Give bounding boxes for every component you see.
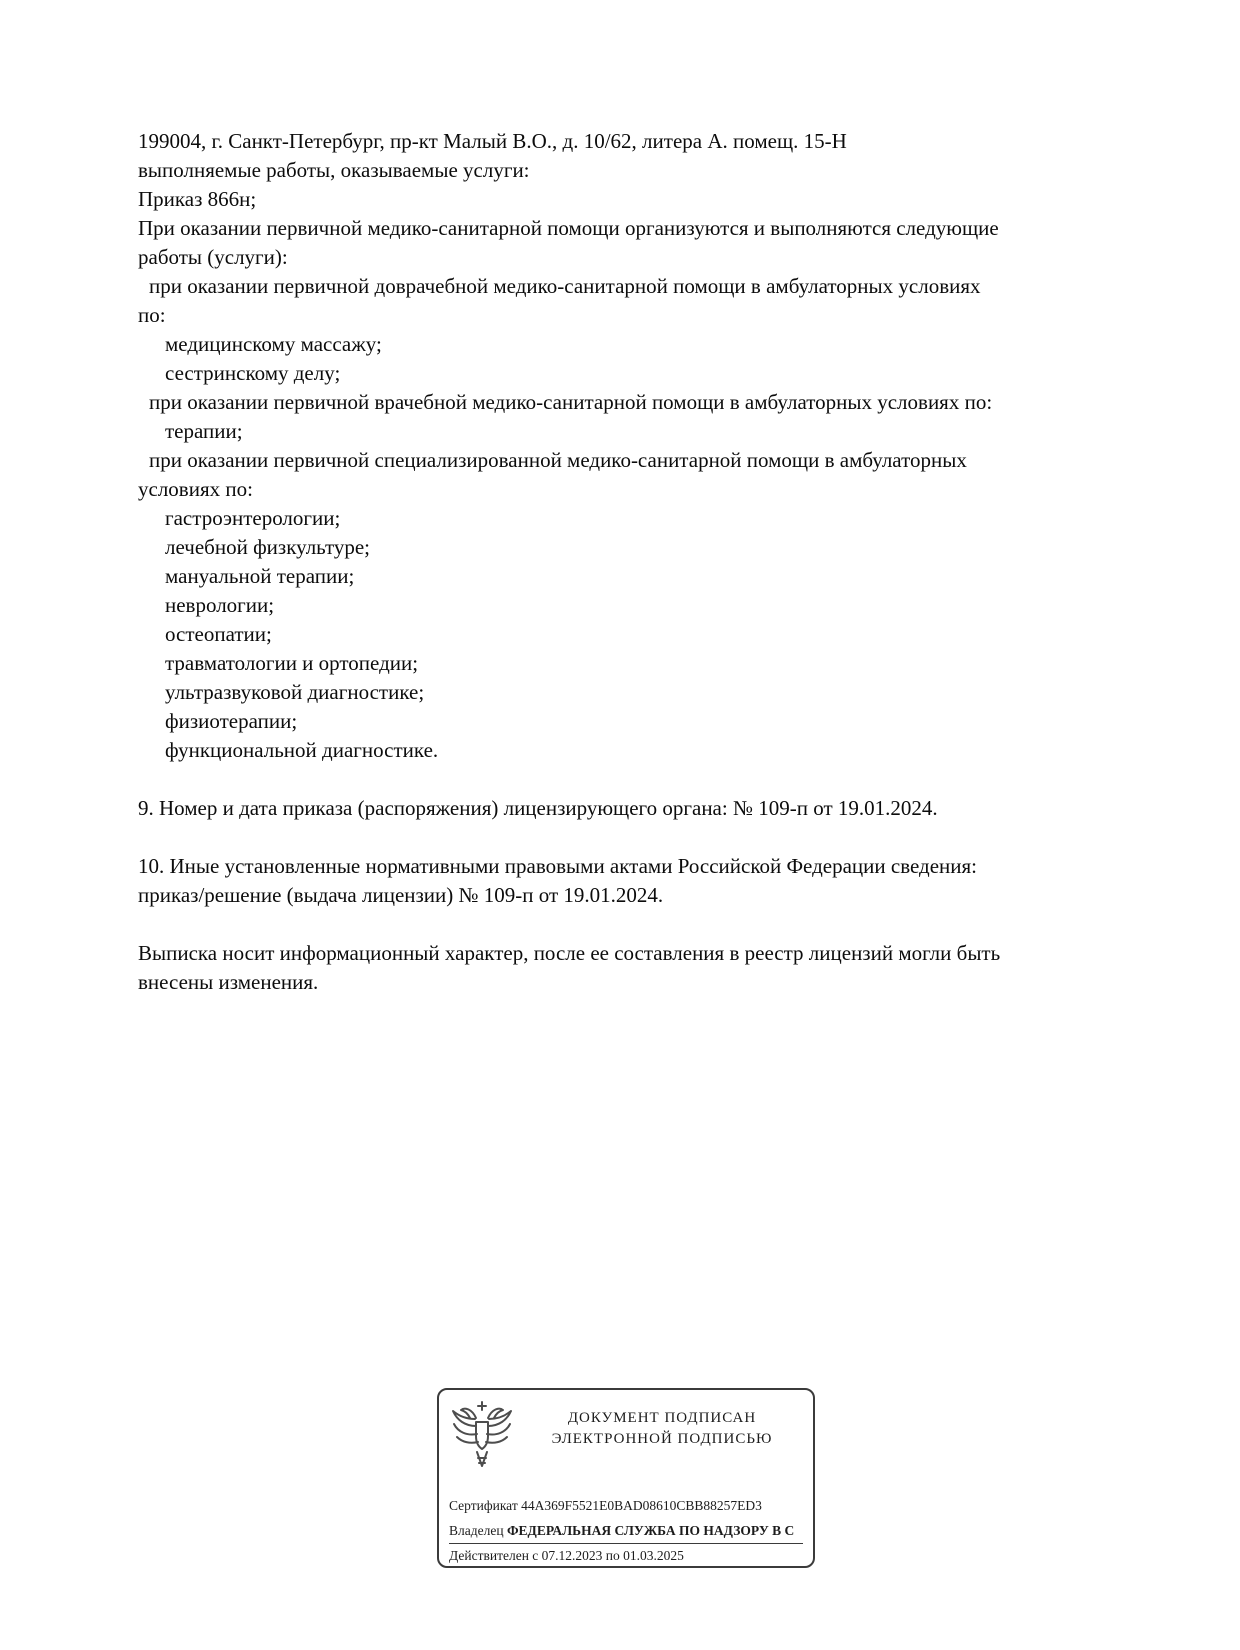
- body-line: выполняемые работы, оказываемые услуги:: [138, 158, 530, 182]
- body-line: Приказ 866н;: [138, 187, 257, 211]
- list-item: функциональной диагностике.: [165, 738, 439, 762]
- owner-row: [449, 1519, 803, 1544]
- info-note-line2: внесены изменения.: [138, 970, 319, 994]
- validity-text: Действителен с 07.12.2023 по 01.03.2025: [449, 1548, 684, 1563]
- list-item: терапии;: [165, 419, 243, 443]
- list-item: ультразвуковой диагностике;: [165, 680, 425, 704]
- stamp-title-line1: ДОКУМЕНТ ПОДПИСАН: [567, 1410, 757, 1426]
- certificate-value: 44A369F5521E0BAD08610CBB88257ED3: [521, 1498, 762, 1513]
- list-item: неврологии;: [165, 593, 275, 617]
- list-item: мануальной терапии;: [165, 564, 355, 588]
- list-item: остеопатии;: [165, 622, 272, 646]
- list-item: физиотерапии;: [165, 709, 298, 733]
- owner-label: Владелец: [449, 1523, 504, 1538]
- list-item: лечебной физкультуре;: [165, 535, 371, 559]
- stamp-title: [521, 1396, 803, 1450]
- document-body: [138, 127, 1148, 997]
- body-line: При оказании первичной медико-санитарной помощи организуются и выполняются следующие: [138, 216, 999, 240]
- list-item: медицинскому массажу;: [165, 332, 382, 356]
- address-line: 199004, г. Санкт-Петербург, пр-кт Малый В.О., д. 10/62, литера А. помещ. 15-Н: [138, 129, 847, 153]
- body-line: при оказании первичной доврачебной медико-санитарной помощи в амбулаторных условиях: [149, 274, 981, 298]
- validity-row: [449, 1544, 803, 1568]
- list-item: гастроэнтерологии;: [165, 506, 341, 530]
- stamp-details: [449, 1494, 803, 1568]
- clause-10-line1: 10. Иные установленные нормативными правовыми актами Российской Федерации сведения:: [138, 854, 978, 878]
- stamp-title-line2: ЭЛЕКТРОННОЙ ПОДПИСЬЮ: [551, 1431, 773, 1447]
- body-line: по:: [138, 303, 166, 327]
- eagle-emblem-icon: [449, 1396, 515, 1480]
- clause-10-line2: приказ/решение (выдача лицензии) № 109-п от 19.01.2024.: [138, 883, 664, 907]
- body-line: при оказании первичной врачебной медико-санитарной помощи в амбулаторных условиях по:: [149, 390, 993, 414]
- list-item: сестринскому делу;: [165, 361, 341, 385]
- owner-value: ФЕДЕРАЛЬНАЯ СЛУЖБА ПО НАДЗОРУ В С: [506, 1523, 795, 1538]
- body-line: при оказании первичной специализированной медико-санитарной помощи в амбулаторных: [149, 448, 967, 472]
- clause-9: 9. Номер и дата приказа (распоряжения) лицензирующего органа: № 109-п от 19.01.2024.: [138, 796, 938, 820]
- stamp-header: [449, 1396, 803, 1480]
- info-note-line1: Выписка носит информационный характер, после ее составления в реестр лицензий могли быть: [138, 941, 1001, 965]
- body-line: работы (услуги):: [138, 245, 288, 269]
- certificate-row: [449, 1494, 803, 1519]
- signature-stamp: [437, 1388, 815, 1568]
- body-line: условиях по:: [138, 477, 253, 501]
- list-item: травматологии и ортопедии;: [165, 651, 419, 675]
- certificate-label: Сертификат: [449, 1498, 518, 1513]
